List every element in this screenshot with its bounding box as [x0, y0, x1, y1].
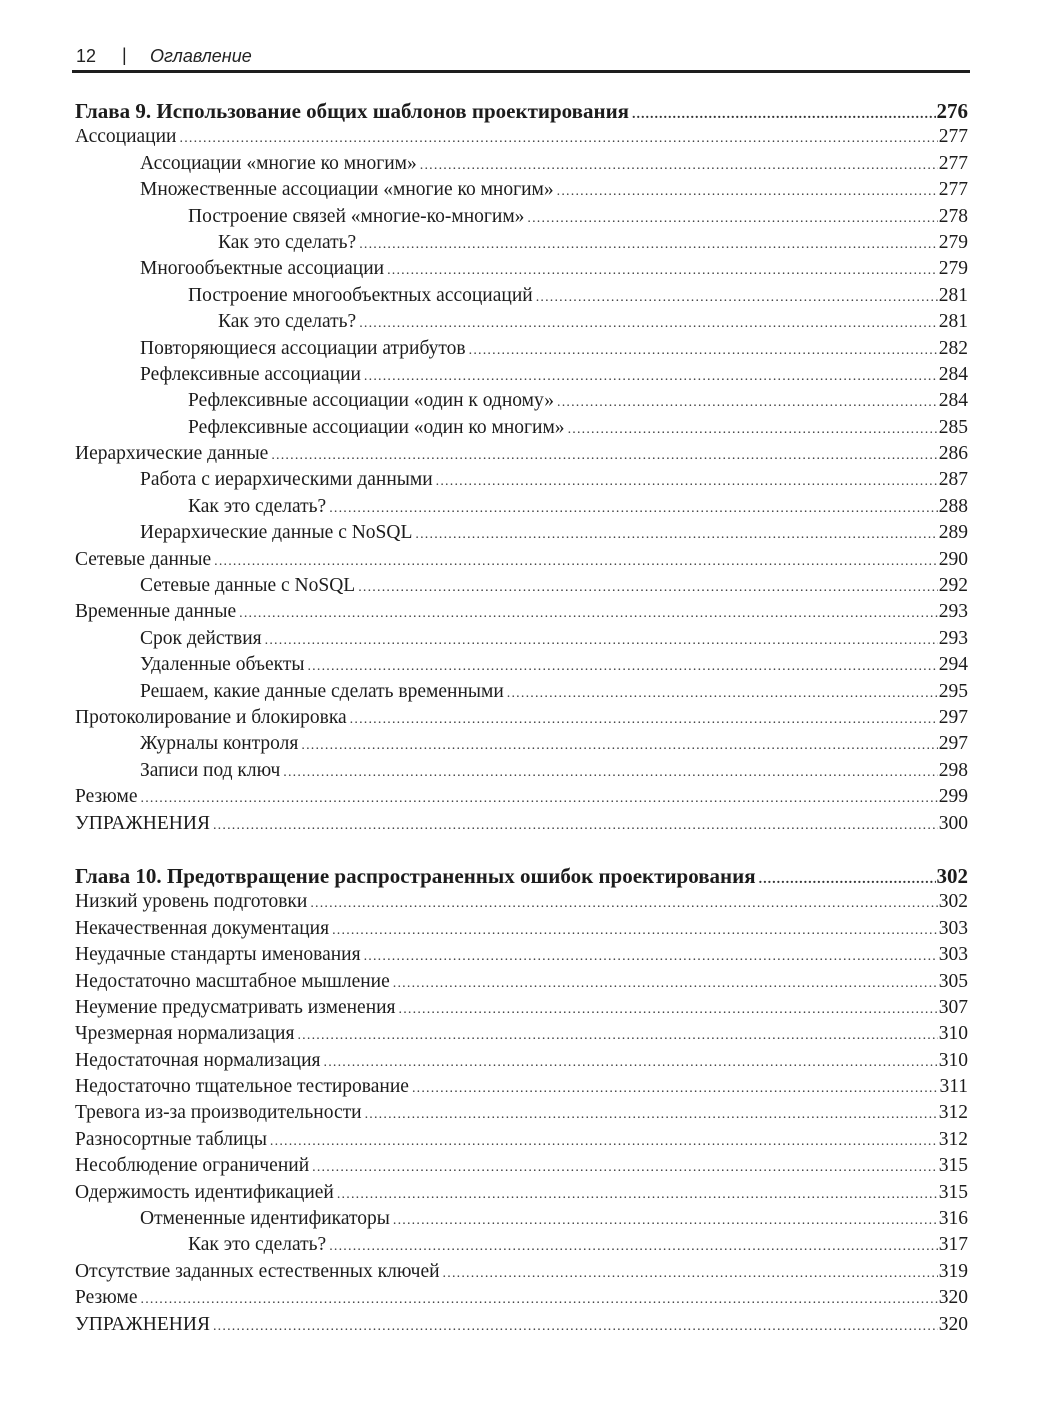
entry-title: Ассоциации	[75, 126, 177, 148]
entry-title: Чрезмерная нормализация	[75, 1023, 295, 1045]
toc-entry[interactable]	[75, 309, 968, 335]
toc-entry[interactable]	[75, 889, 968, 915]
toc-entry[interactable]	[75, 1100, 968, 1126]
entry-title: Недостаточно масштабное мышление	[75, 970, 390, 992]
entry-title: Записи под ключ	[140, 759, 281, 781]
dot-leader	[359, 311, 938, 335]
toc-entry[interactable]	[75, 336, 968, 362]
entry-title: Низкий уровень подготовки	[75, 891, 308, 913]
dot-leader	[180, 126, 938, 150]
entry-title: Иерархические данные	[75, 443, 269, 465]
entry-title: Недостаточная нормализация	[75, 1049, 321, 1071]
entry-title: Построение многообъектных ассоциаций	[188, 284, 533, 306]
entry-title: Работа с иерархическими данными	[140, 469, 433, 491]
dot-leader	[283, 760, 937, 784]
dot-leader	[307, 654, 937, 678]
entry-page-number: 286	[938, 443, 968, 465]
entry-title: Ассоциации «многие ко многим»	[140, 152, 417, 174]
entry-title: УПРАЖНЕНИЯ	[75, 812, 210, 834]
entry-title: Иерархические данные с NoSQL	[140, 522, 413, 544]
toc-entry[interactable]	[75, 547, 968, 573]
toc-entry[interactable]	[75, 494, 968, 520]
dot-leader	[329, 1234, 938, 1258]
toc-entry[interactable]	[75, 652, 968, 678]
dot-leader	[412, 1076, 939, 1100]
entry-page-number: 300	[938, 812, 968, 834]
entry-page-number: 305	[938, 970, 968, 992]
entry-title: Рефлексивные ассоциации	[140, 363, 361, 385]
entry-page-number: 312	[938, 1128, 968, 1150]
dot-leader	[332, 918, 938, 942]
entry-page-number: 303	[938, 917, 968, 939]
entry-title: Некачественная документация	[75, 917, 330, 939]
entry-page-number: 282	[938, 337, 968, 359]
dot-leader	[393, 971, 938, 995]
entry-title: Удаленные объекты	[140, 654, 305, 676]
header-separator: |	[122, 45, 127, 65]
entry-page-number: 297	[938, 733, 968, 755]
toc-entry[interactable]	[75, 1127, 968, 1153]
entry-title: Построение связей «многие-ко-многим»	[188, 205, 525, 227]
toc-entry[interactable]	[75, 1259, 968, 1285]
dot-leader	[214, 549, 938, 573]
dot-leader	[387, 258, 938, 282]
entry-page-number: 315	[938, 1155, 968, 1177]
toc-entry[interactable]	[75, 731, 968, 757]
dot-leader	[415, 522, 937, 546]
entry-page-number: 320	[938, 1313, 968, 1335]
entry-title: Рефлексивные ассоциации «один к одному»	[188, 390, 554, 412]
entry-page-number: 290	[938, 548, 968, 570]
entry-title: Рефлексивные ассоциации «один ко многим»	[188, 416, 565, 438]
dot-leader	[337, 1182, 938, 1206]
page-header	[72, 42, 970, 73]
toc-entry[interactable]	[75, 1232, 968, 1258]
dot-leader	[632, 102, 935, 124]
dot-leader	[301, 733, 937, 757]
dot-leader	[141, 1287, 938, 1311]
toc-entry[interactable]	[75, 177, 968, 203]
entry-page-number: 315	[938, 1181, 968, 1203]
entry-title: Резюме	[75, 1287, 138, 1309]
entry-title: Сетевые данные	[75, 548, 212, 570]
entry-title: Неумение предусматривать изменения	[75, 996, 396, 1018]
dot-leader	[420, 153, 938, 177]
toc-entry[interactable]	[75, 1021, 968, 1047]
toc-entry[interactable]	[75, 969, 968, 995]
toc-entry[interactable]	[75, 256, 968, 282]
entry-title: Срок действия	[140, 627, 262, 649]
entry-title: Журналы контроля	[140, 733, 299, 755]
toc-entry[interactable]	[75, 916, 968, 942]
chapter-title: Глава 9. Использование общих шаблонов проектирования	[75, 99, 630, 123]
dot-leader	[557, 179, 938, 203]
toc-entry[interactable]	[75, 811, 968, 837]
entry-page-number: 316	[938, 1208, 968, 1230]
chapter-page-number: 302	[936, 863, 968, 888]
chapter-10-entries	[75, 889, 968, 1338]
entry-title: Разносортные таблицы	[75, 1128, 267, 1150]
entry-page-number: 320	[938, 1287, 968, 1309]
toc-entry[interactable]	[75, 230, 968, 256]
dot-leader	[399, 997, 938, 1021]
toc-entry[interactable]	[75, 626, 968, 652]
dot-leader	[568, 417, 938, 441]
chapter-gap	[75, 837, 968, 863]
dot-leader	[364, 944, 938, 968]
toc-entry[interactable]	[75, 942, 968, 968]
dot-leader	[312, 1155, 938, 1179]
dot-leader	[393, 1208, 938, 1232]
entry-page-number: 292	[938, 575, 968, 597]
dot-leader	[310, 891, 937, 915]
entry-page-number: 299	[938, 786, 968, 808]
dot-leader	[297, 1023, 937, 1047]
entry-page-number: 287	[938, 469, 968, 491]
entry-page-number: 303	[938, 944, 968, 966]
entry-page-number: 277	[938, 152, 968, 174]
entry-page-number: 277	[938, 179, 968, 201]
dot-leader	[536, 285, 938, 309]
dot-leader	[265, 628, 938, 652]
entry-title: Как это сделать?	[218, 231, 357, 253]
toc-entry[interactable]	[75, 1180, 968, 1206]
entry-title: Повторяющиеся ассоциации атрибутов	[140, 337, 466, 359]
toc-entry[interactable]	[75, 1206, 968, 1232]
entry-page-number: 284	[938, 390, 968, 412]
toc-entry[interactable]	[75, 784, 968, 810]
entry-page-number: 298	[938, 759, 968, 781]
entry-page-number: 293	[938, 627, 968, 649]
entry-page-number: 277	[938, 126, 968, 148]
entry-title: УПРАЖНЕНИЯ	[75, 1313, 210, 1335]
toc-entry[interactable]	[75, 995, 968, 1021]
entry-title: Как это сделать?	[188, 1234, 327, 1256]
entry-page-number: 288	[938, 495, 968, 517]
entry-page-number: 307	[938, 996, 968, 1018]
entry-page-number: 281	[938, 311, 968, 333]
entry-title: Как это сделать?	[188, 495, 327, 517]
dot-leader	[359, 232, 938, 256]
toc-entry[interactable]	[75, 441, 968, 467]
entry-page-number: 297	[938, 706, 968, 728]
toc-entry[interactable]	[75, 705, 968, 731]
toc-entry[interactable]	[75, 362, 968, 388]
entry-page-number: 311	[939, 1076, 968, 1098]
dot-leader	[141, 786, 938, 810]
chapter-title: Глава 10. Предотвращение распространенных ошибок проектирования	[75, 863, 756, 888]
toc-entry[interactable]	[75, 1074, 968, 1100]
dot-leader	[271, 443, 937, 467]
dot-leader	[239, 601, 938, 625]
dot-leader	[443, 1261, 938, 1285]
entry-page-number: 302	[938, 891, 968, 913]
dot-leader	[759, 867, 936, 889]
entry-title: Решаем, какие данные сделать временными	[140, 680, 504, 702]
toc-entry[interactable]	[75, 679, 968, 705]
toc-entry[interactable]	[75, 204, 968, 230]
toc-entry[interactable]	[75, 520, 968, 546]
entry-title: Отмененные идентификаторы	[140, 1208, 390, 1230]
toc-entry[interactable]	[75, 758, 968, 784]
entry-title: Резюме	[75, 786, 138, 808]
chapter-page-number: 276	[936, 99, 968, 123]
toc-entry[interactable]	[75, 467, 968, 493]
entry-title: Несоблюдение ограничений	[75, 1155, 310, 1177]
dot-leader	[364, 364, 938, 388]
dot-leader	[469, 338, 938, 362]
entry-page-number: 279	[938, 258, 968, 280]
dot-leader	[213, 813, 938, 837]
toc-entry[interactable]	[75, 573, 968, 599]
entry-title: Тревога из-за производительности	[75, 1102, 362, 1124]
toc-entry[interactable]	[75, 599, 968, 625]
dot-leader	[213, 1314, 938, 1338]
entry-page-number: 279	[938, 231, 968, 253]
toc-entry[interactable]	[75, 1048, 968, 1074]
entry-page-number: 312	[938, 1102, 968, 1124]
entry-page-number: 293	[938, 601, 968, 623]
dot-leader	[350, 707, 938, 731]
dot-leader	[329, 496, 938, 520]
entry-title: Одержимость идентификацией	[75, 1181, 334, 1203]
entry-title: Как это сделать?	[218, 311, 357, 333]
entry-title: Неудачные стандарты именования	[75, 944, 361, 966]
entry-title: Многообъектные ассоциации	[140, 258, 385, 280]
toc-entry[interactable]	[75, 388, 968, 414]
dot-leader	[557, 390, 938, 414]
entry-page-number: 281	[938, 284, 968, 306]
toc-chapter-10[interactable]	[75, 863, 968, 889]
dot-leader	[365, 1102, 938, 1126]
dot-leader	[507, 681, 938, 705]
entry-title: Множественные ассоциации «многие ко многим»	[140, 179, 554, 201]
toc-entry[interactable]	[75, 1153, 968, 1179]
entry-page-number: 294	[938, 654, 968, 676]
entry-page-number: 317	[938, 1234, 968, 1256]
entry-page-number: 284	[938, 363, 968, 385]
toc-entry[interactable]	[75, 151, 968, 177]
entry-page-number: 278	[938, 205, 968, 227]
entry-title: Протоколирование и блокировка	[75, 706, 347, 728]
entry-title: Недостаточно тщательное тестирование	[75, 1076, 409, 1098]
toc-chapter-9[interactable]	[75, 98, 968, 124]
chapter-9-entries	[75, 124, 968, 837]
entry-title: Сетевые данные с NoSQL	[140, 575, 356, 597]
dot-leader	[270, 1129, 938, 1153]
page-number: 12	[76, 46, 97, 66]
entry-page-number: 319	[938, 1260, 968, 1282]
entry-page-number: 289	[938, 522, 968, 544]
toc-entry[interactable]	[75, 124, 968, 150]
dot-leader	[527, 206, 937, 230]
table-of-contents	[75, 98, 968, 1338]
entry-title: Временные данные	[75, 601, 237, 623]
toc-entry[interactable]	[75, 283, 968, 309]
toc-entry[interactable]	[75, 415, 968, 441]
running-title: Оглавление	[150, 46, 252, 66]
entry-title: Отсутствие заданных естественных ключей	[75, 1260, 440, 1282]
dot-leader	[436, 469, 938, 493]
entry-page-number: 285	[938, 416, 968, 438]
toc-entry[interactable]	[75, 1285, 968, 1311]
toc-entry[interactable]	[75, 1312, 968, 1338]
entry-page-number: 295	[938, 680, 968, 702]
entry-page-number: 310	[938, 1023, 968, 1045]
dot-leader	[358, 575, 938, 599]
dot-leader	[324, 1050, 938, 1074]
entry-page-number: 310	[938, 1049, 968, 1071]
